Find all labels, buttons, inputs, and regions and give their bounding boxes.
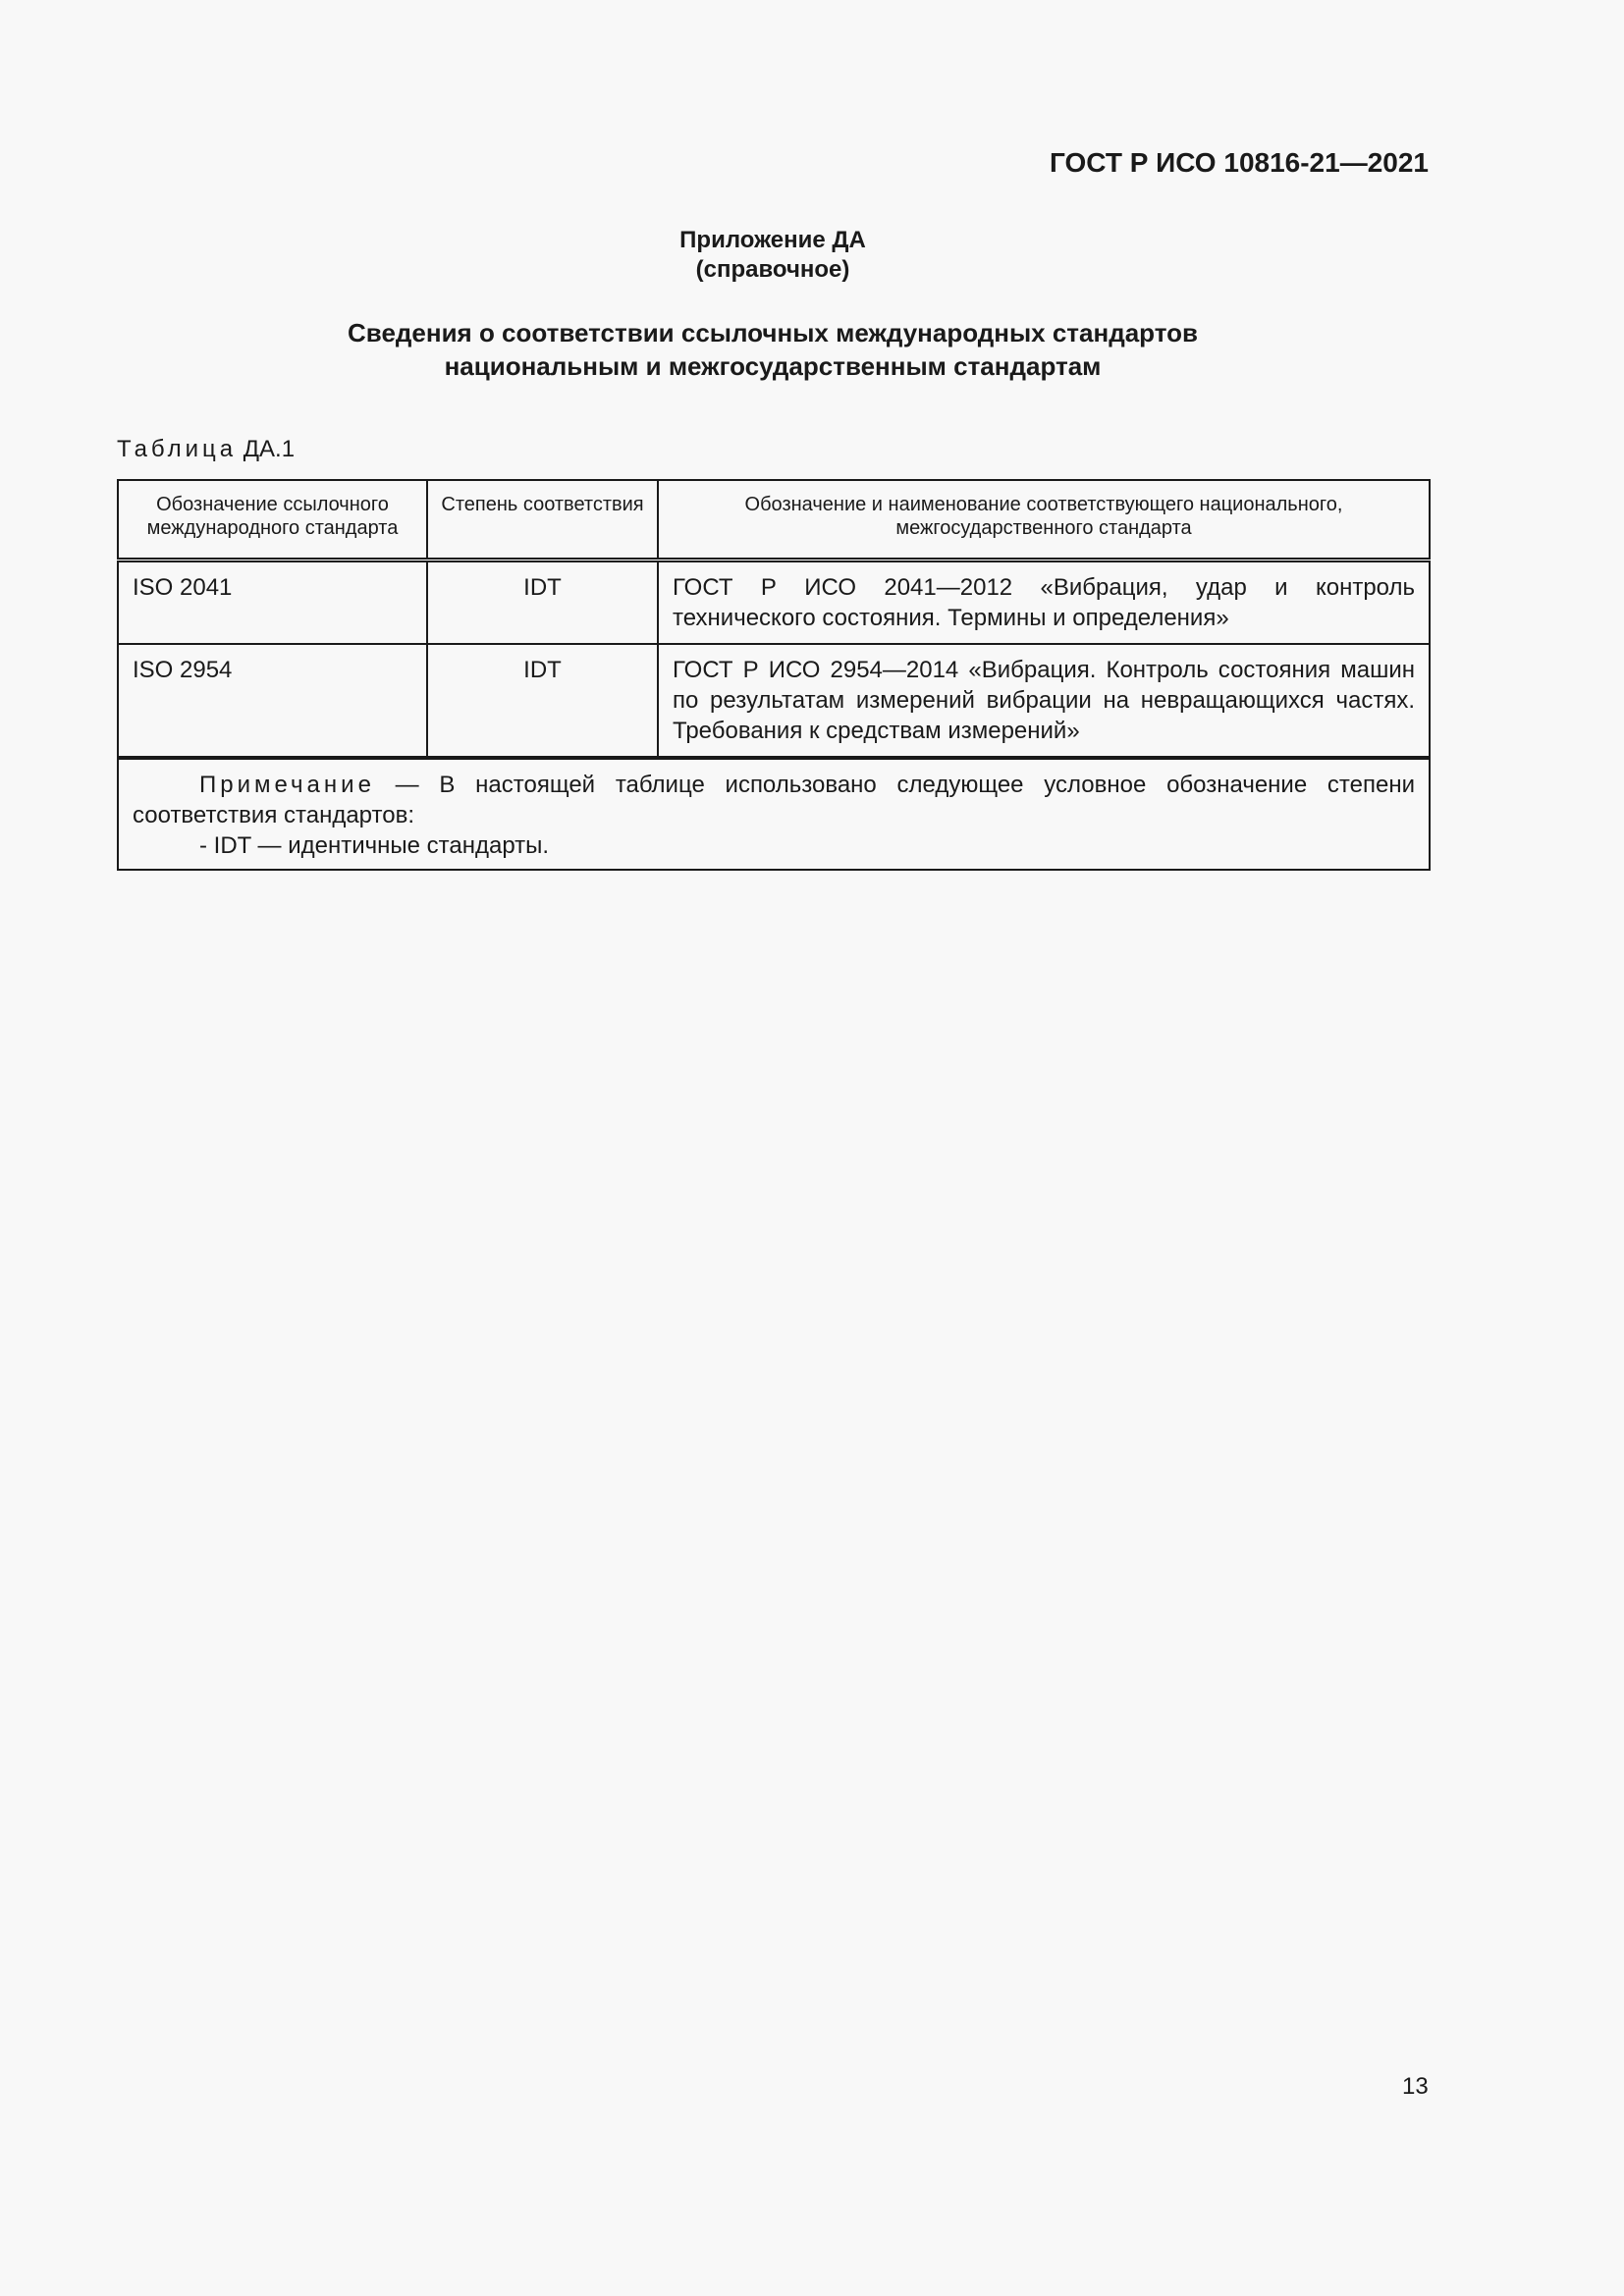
cell-national: ГОСТ Р ИСО 2954—2014 «Вибрация. Контроль состояния машин по результатам измерений вибрации на невращающихся частях. Требования к средствам измерений»	[658, 644, 1430, 758]
table-note-row	[118, 758, 1430, 870]
header-ref-standard: Обозначение ссылочного международного стандарта	[118, 480, 427, 561]
document-code: ГОСТ Р ИСО 10816-21—2021	[1050, 147, 1429, 178]
cell-ref: ISO 2954	[118, 644, 427, 758]
appendix-title	[0, 316, 1545, 383]
note-item: - IDT — идентичные стандарты.	[199, 832, 550, 859]
table-caption-word: Таблица	[117, 436, 238, 462]
cell-degree: IDT	[427, 644, 658, 758]
table-row	[118, 561, 1430, 645]
note-text: — В настоящей таблице использовано следующее условное обозначение степени соответствия стандартов:	[133, 772, 1415, 828]
correspondence-table	[117, 479, 1431, 871]
cell-ref: ISO 2041	[118, 561, 427, 645]
page-number: 13	[1402, 2073, 1429, 2100]
appendix-label: Приложение ДА	[679, 227, 866, 253]
table-row	[118, 644, 1430, 758]
cell-degree: IDT	[427, 561, 658, 645]
table-caption-number: ДА.1	[243, 436, 296, 462]
table-header-row	[118, 480, 1430, 561]
header-degree: Степень соответствия	[427, 480, 658, 561]
note-label: Примечание	[199, 772, 375, 798]
cell-national: ГОСТ Р ИСО 2041—2012 «Вибрация, удар и контроль технического состояния. Термины и определения»	[658, 561, 1430, 645]
table-note	[118, 758, 1430, 870]
appendix-type: (справочное)	[695, 256, 850, 283]
table-caption	[117, 436, 295, 463]
title-line-2: национальным и межгосударственным стандартам	[444, 351, 1102, 381]
header-national-standard: Обозначение и наименование соответствующего национального, межгосударственного стандарта	[658, 480, 1430, 561]
title-line-1: Сведения о соответствии ссылочных международных стандартов	[348, 318, 1198, 347]
